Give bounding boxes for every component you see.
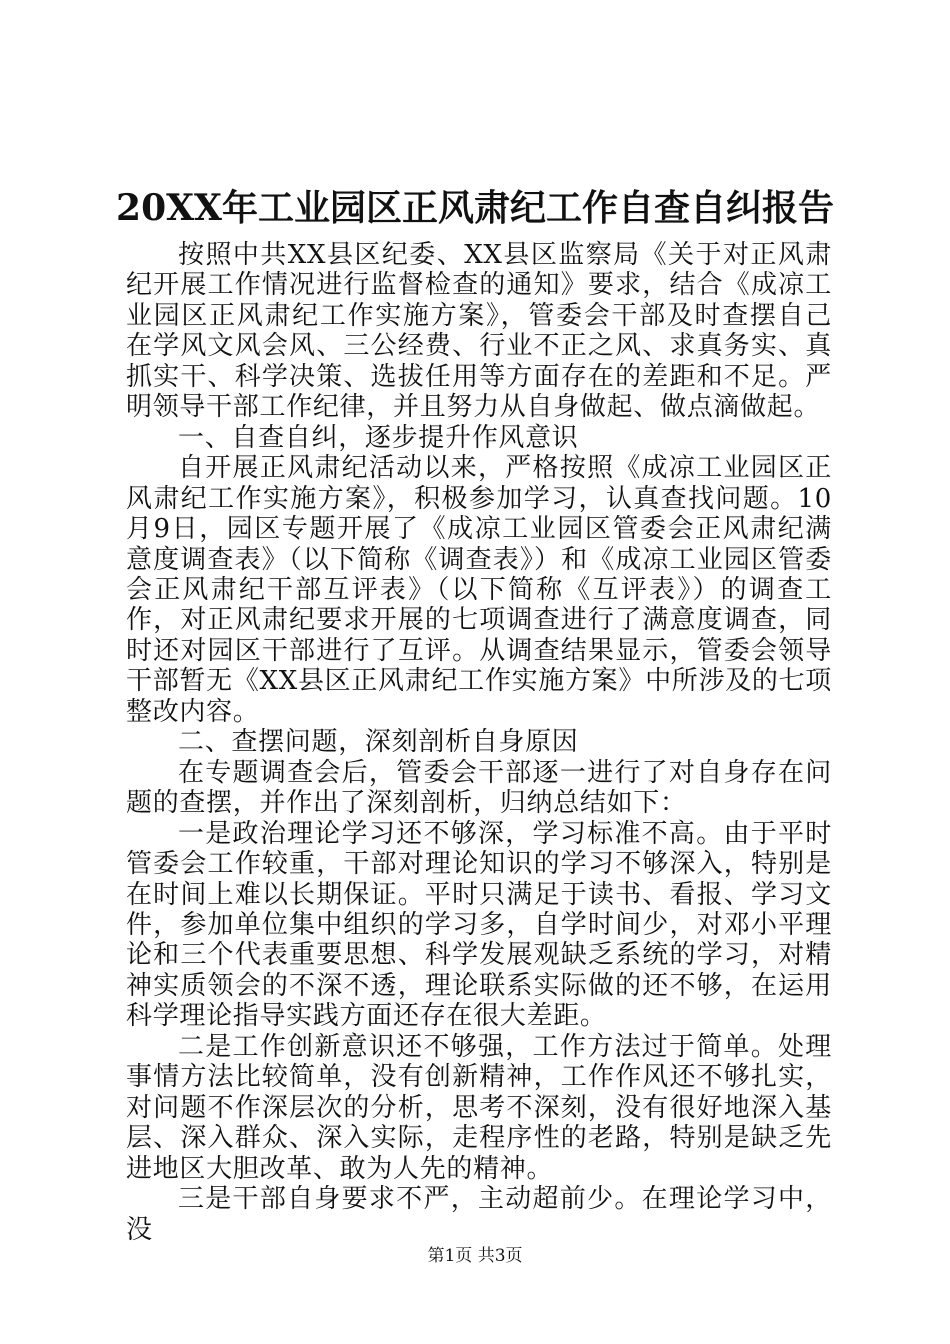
section-2-intro-paragraph: 在专题调查会后，管委会干部逐一进行了对自身存在问题的查摆，并作出了深刻剖析，归纳总结如下： xyxy=(126,757,832,819)
section-heading-2: 二、查摆问题，深刻剖析自身原因 xyxy=(178,727,579,758)
section-heading-1: 一、自查自纠，逐步提升作风意识 xyxy=(178,422,579,453)
problem-3-paragraph: 三是干部自身要求不严，主动超前少。在理论学习中，没 xyxy=(126,1184,832,1245)
document-body xyxy=(126,240,832,1245)
section-1-paragraph: 自开展正风肃纪活动以来，严格按照《成凉工业园区正风肃纪工作实施方案》，积极参加学习，认真查找问题。10月9日，园区专题开展了《成凉工业园区管委会正风肃纪满意度调查表》（以下简称《调查表》）和《成凉工业园区管委会正风肃纪干部互评表》（以下简称《互评表》）的调查工作，对正风肃纪要求开展的七项调查进行了满意度调查，同时还对园区干部进行了互评。从调查结果显示，管委会领导干部暂无《XX县区正风肃纪工作实施方案》中所涉及的七项整改内容。 xyxy=(126,453,832,727)
document-title: 20XX年工业园区正风肃纪工作自查自纠报告 xyxy=(116,187,834,229)
page-number-footer: 第1页 共3页 xyxy=(427,1246,523,1266)
problem-2-paragraph: 二是工作创新意识还不够强，工作方法过于简单。处理事情方法比较简单，没有创新精神，工作作风还不够扎实，对问题不作深层次的分析，思考不深刻，没有很好地深入基层、深入群众、深入实际，走程序性的老路，特别是缺乏先进地区大胆改革、敢为人先的精神。 xyxy=(126,1031,832,1184)
problem-1-paragraph: 一是政治理论学习还不够深，学习标准不高。由于平时管委会工作较重，干部对理论知识的学习不够深入，特别是在时间上难以长期保证。平时只满足于读书、看报、学习文件，参加单位集中组织的学习多，自学时间少，对邓小平理论和三个代表重要思想、科学发展观缺乏系统的学习，对精神实质领会的不深不透，理论联系实际做的还不够，在运用科学理论指导实践方面还存在很大差距。 xyxy=(126,818,832,1032)
intro-paragraph: 按照中共XX县区纪委、XX县区监察局《关于对正风肃纪开展工作情况进行监督检查的通知》要求，结合《成凉工业园区正风肃纪工作实施方案》，管委会干部及时查摆自己在学风文风会风、三公经费、行业不正之风、求真务实、真抓实干、科学决策、选拔任用等方面存在的差距和不足。严明领导干部工作纪律，并且努力从自身做起、做点滴做起。 xyxy=(126,240,832,423)
